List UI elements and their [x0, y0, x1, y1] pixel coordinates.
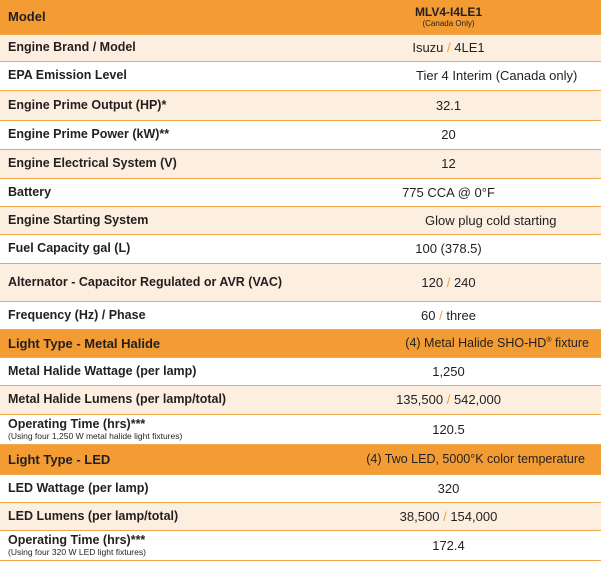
row-label: Metal Halide Lumens (per lamp/total) [0, 385, 296, 414]
spec-row-frequency-phase [0, 301, 601, 329]
row-value: 38,500 / 154,000 [296, 502, 601, 530]
row-value: 120 / 240 [296, 263, 601, 301]
row-label: Metal Halide Wattage (per lamp) [0, 357, 296, 385]
row-value: 320 [296, 474, 601, 502]
row-value: 120.5 [296, 414, 601, 444]
row-label: LED Lumens (per lamp/total) [0, 502, 296, 530]
row-label: Frequency (Hz) / Phase [0, 301, 296, 329]
row-label: Operating Time (hrs)*** (Using four 1,250 W metal halide light fixtures) [0, 414, 296, 444]
spec-row-prime-power [0, 120, 601, 149]
row-value: Tier 4 Interim (Canada only) [296, 61, 601, 90]
spec-row-battery [0, 178, 601, 206]
model-header-value [296, 0, 601, 34]
spec-row-mh-runtime [0, 414, 601, 444]
row-note: (Using four 320 W LED light fixtures) [8, 547, 146, 557]
section-label: Light Type - LED [0, 444, 296, 474]
spec-row-mh-wattage [0, 357, 601, 385]
row-label: Fuel Capacity gal (L) [0, 234, 296, 263]
row-value: 32.1 [296, 90, 601, 120]
row-value: 12 [296, 149, 601, 178]
row-label: Engine Starting System [0, 206, 296, 234]
section-header-metal-halide [0, 329, 601, 357]
spec-row-led-lumens [0, 502, 601, 530]
row-label: Alternator - Capacitor Regulated or AVR (VAC) [0, 263, 296, 301]
model-name: MLV4-I4LE1 [414, 4, 483, 19]
row-value: 20 [296, 120, 601, 149]
spec-row-electrical-system [0, 149, 601, 178]
model-header-row [0, 0, 601, 34]
row-label: Battery [0, 178, 296, 206]
row-value: 172.4 [296, 530, 601, 560]
row-label: Engine Prime Power (kW)** [0, 120, 296, 149]
row-value: 135,500 / 542,000 [296, 385, 601, 414]
row-value: 775 CCA @ 0°F [296, 178, 601, 206]
spec-row-alternator [0, 263, 601, 301]
spec-row-fuel-capacity [0, 234, 601, 263]
spec-row-mh-lumens [0, 385, 601, 414]
row-label: Engine Electrical System (V) [0, 149, 296, 178]
row-value: 100 (378.5) [296, 234, 601, 263]
row-value: Glow plug cold starting [296, 206, 601, 234]
section-value: (4) Metal Halide SHO-HD® fixture [296, 329, 601, 357]
section-value: (4) Two LED, 5000°K color temperature [296, 444, 601, 474]
row-value: Isuzu / 4LE1 [296, 34, 601, 61]
row-label: LED Wattage (per lamp) [0, 474, 296, 502]
row-value: 60 / three [296, 301, 601, 329]
section-header-led [0, 444, 601, 474]
section-label: Light Type - Metal Halide [0, 329, 296, 357]
spec-row-starting-system [0, 206, 601, 234]
spec-row-epa-emission [0, 61, 601, 90]
row-label: Engine Brand / Model [0, 34, 296, 61]
model-header-label: Model [0, 0, 296, 34]
row-label: Operating Time (hrs)*** (Using four 320 W LED light fixtures) [0, 530, 296, 560]
spec-row-led-wattage [0, 474, 601, 502]
row-note: (Using four 1,250 W metal halide light fixtures) [8, 431, 183, 441]
spec-row-prime-output [0, 90, 601, 120]
spec-row-engine-brand [0, 34, 601, 61]
row-label: EPA Emission Level [0, 61, 296, 90]
row-label: Engine Prime Output (HP)* [0, 90, 296, 120]
row-value: 1,250 [296, 357, 601, 385]
model-note: (Canada Only) [422, 18, 475, 28]
